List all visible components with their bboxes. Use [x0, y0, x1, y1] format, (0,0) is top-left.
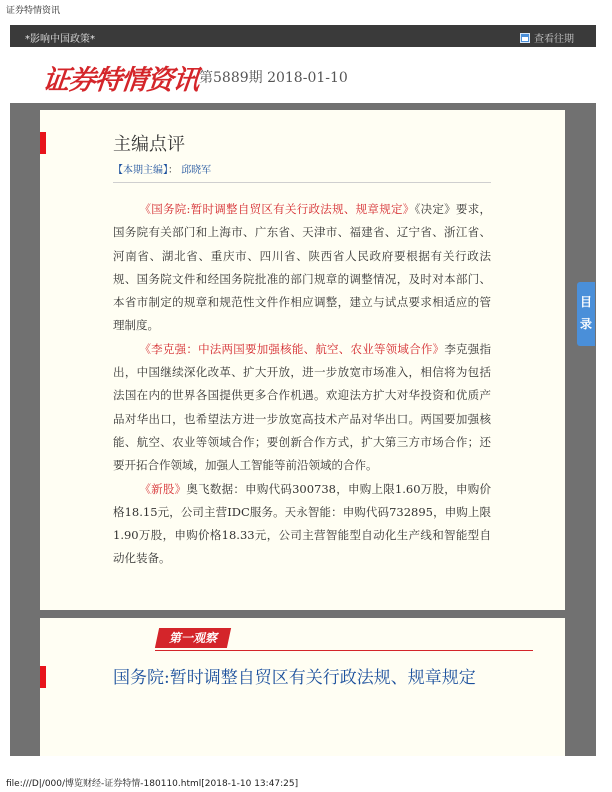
headline-link[interactable]: 《李克强：中法两国要加强核能、航空、农业等领域合作》 — [139, 341, 445, 356]
masthead — [10, 47, 596, 103]
table-of-contents-tab[interactable] — [577, 282, 595, 346]
headline-link[interactable]: 《国务院:暂时调整自贸区有关行政法规、规章规定》 — [139, 202, 415, 216]
paragraph-text: 《决定》要求，国务院有关部门和上海市、广东省、天津市、福建省、辽宁省、浙江省、河南省、湖北省、重庆市、四川省、陕西省人民政府要根据有关行政法规、国务院文件和经国务院批准的部门规章的调整情况，及时对本部门、本省市制定的规章和规范性文件作相应调整，建立与试点要求相适应的管理制度。 — [113, 202, 491, 333]
paragraph-text: 奥飞数据：申购代码300738，申购上限1.60万股，申购价格18.15元，公司主营IDC服务。天永智能：申购代码732895，申购上限1.90万股，申购价格18.33元，公司主营智能型自动化生产线和智能型自动化装备。 — [113, 481, 491, 566]
top-bar — [10, 25, 596, 47]
comment-paragraph — [113, 478, 491, 571]
editor-line — [113, 161, 211, 176]
issue-number-date: 第5889期 2018-01-10 — [199, 70, 348, 86]
toc-tab-label: 目录 — [580, 295, 593, 331]
paragraph-text: 李克强指出，中国继续深化改革、扩大开放，进一步放宽市场准入，相信将为包括法国在内的世界各国提供更多合作机遇。欢迎法方扩大对华投资和优质产品对华出口，也希望法方进一步放宽高技术产品对华出口。两国要加强核能、航空、农业等领域合作；要创新合作方式，扩大第三方市场合作；还要开拓合作领域，加强人工智能等前沿领域的合作。 — [113, 341, 492, 473]
editor-name: 邱晓军 — [181, 165, 212, 176]
first-observation-card — [40, 618, 565, 756]
section-marker — [40, 666, 46, 688]
view-past-issues-link[interactable] — [520, 30, 574, 45]
comment-paragraph — [113, 198, 491, 338]
article-title[interactable]: 国务院:暂时调整自贸区有关行政法规、规章规定 — [113, 668, 476, 688]
editor-comment-card — [40, 110, 565, 610]
top-bar-slogan: *影响中国政策* — [25, 34, 95, 45]
calendar-icon — [520, 33, 530, 43]
first-observation-banner — [155, 628, 231, 648]
view-past-issues-label: 查看往期 — [534, 34, 574, 45]
divider — [113, 182, 491, 183]
editor-separator: ： — [168, 165, 178, 176]
comment-body — [113, 198, 491, 571]
logo: 证券特情资讯 — [41, 65, 201, 96]
section-marker — [40, 132, 46, 154]
banner-underline — [155, 650, 533, 651]
comment-paragraph — [113, 338, 491, 478]
headline-link[interactable]: 《新股》 — [139, 481, 187, 496]
editor-label: 【本期主编】 — [113, 165, 168, 176]
banner-label: 第一观察 — [168, 631, 217, 645]
browser-title: 证券特情资讯 — [6, 6, 61, 16]
footer-file-path: file:///D|/000/博览财经-证券特情-180110.html[2018-1-10 13:47:25] — [6, 779, 299, 789]
section-title: 主编点评 — [113, 134, 185, 155]
